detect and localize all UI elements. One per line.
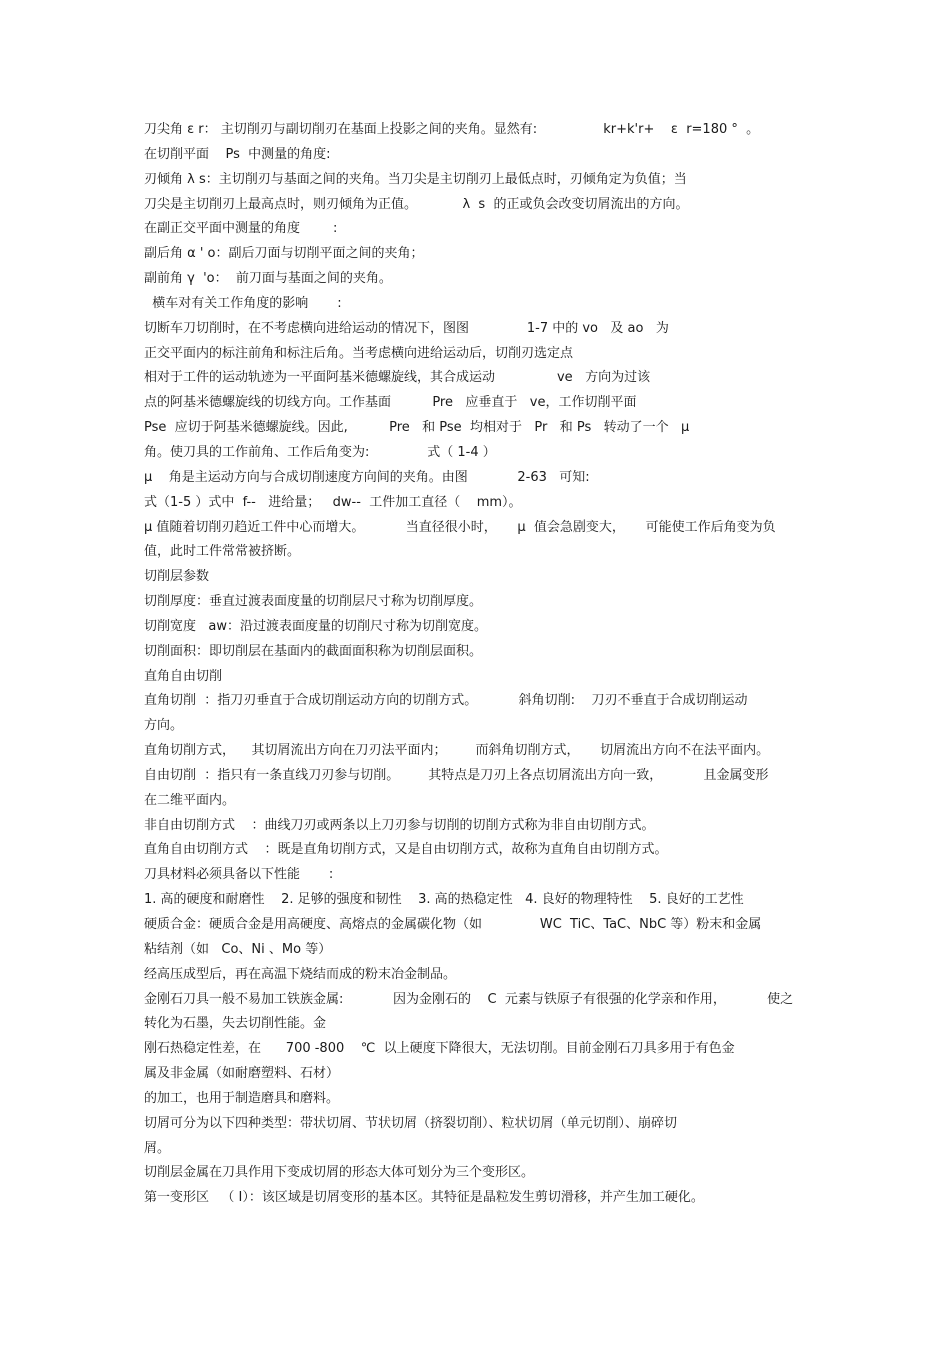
text-line: 在二维平面内。 — [144, 792, 236, 808]
text-line: 金刚石刀具一般不易加工铁族金属: 因为金刚石的 C 元素与铁原子有很强的化学亲和作用， 使之 — [144, 991, 794, 1007]
text-line: 切削面积：即切削层在基面内的截面面积称为切削层面积。 — [144, 643, 483, 659]
text-line: 副前角 γ 'o： 前刀面与基面之间的夹角。 — [144, 271, 392, 287]
text-line: 横车对有关工作角度的影响 : — [144, 295, 342, 311]
text-line: 切削层金属在刀具作用下变成切屑的形态大体可划分为三个变形区。 — [144, 1165, 535, 1181]
text-line: 自由切削 ：指只有一条直线刀刃参与切削。 其特点是刀刃上各点切屑流出方向一致， 且金属变形 — [144, 767, 769, 783]
text-line: 刀尖是主切削刃上最高点时，则刃倾角为正值。 λ s 的正或负会改变切屑流出的方向。 — [144, 196, 689, 212]
text-line: 属及非金属（如耐磨塑料、石材） — [144, 1066, 340, 1082]
text-line: 粘结剂（如 Co、Ni 、Mo 等） — [144, 941, 332, 957]
text-line: μ 值随着切削刃趋近工件中心而增大。 当直径很小时， μ 值会急剧变大， 可能使工作后角变为负 — [144, 519, 776, 535]
text-line: 切削层参数 — [144, 569, 210, 585]
text-line: 切削厚度：垂直过渡表面度量的切削层尺寸称为切削厚度。 — [144, 594, 483, 610]
text-line: 刀具材料必须具备以下性能 : — [144, 867, 334, 883]
text-line: 直角自由切削 — [144, 668, 223, 684]
text-line: 正交平面内的标注前角和标注后角。当考虑横向进给运动后，切削刃选定点 — [144, 345, 574, 361]
text-line: 切削宽度 aw：沿过渡表面度量的切削尺寸称为切削宽度。 — [144, 618, 487, 634]
text-line: μ 角是主运动方向与合成切削速度方向间的夹角。由图 2-63 可知: — [144, 469, 590, 485]
text-line: Pse 应切于阿基米德螺旋线。因此, Pre 和 Pse 均相对于 Pr 和 Ps 转动了一个 μ — [144, 420, 690, 436]
text-line: 刚石热稳定性差，在 700 -800 ℃ 以上硬度下降很大，无法切削。目前金刚石刀具多用于有色金 — [144, 1041, 735, 1057]
text-line: 相对于工件的运动轨迹为一平面阿基米德螺旋线，其合成运动 ve 方向为过该 — [144, 370, 651, 386]
text-line: 硬质合金：硬质合金是用高硬度、高熔点的金属碳化物（如 WC TiC、TaC、NbC 等）粉末和金属 — [144, 917, 762, 932]
text-line: 直角自由切削方式 ：既是直角切削方式，又是自由切削方式，故称为直角自由切削方式。 — [144, 842, 668, 858]
text-line: 切断车刀切削时，在不考虑横向进给运动的情况下，图图 1-7 中的 vo 及 ao 为 — [144, 320, 669, 336]
text-line: 直角切削 ：指刀刃垂直于合成切削运动方向的切削方式。 斜角切削: 刀刃不垂直于合成切削运动 — [144, 693, 748, 709]
text-line: 切屑可分为以下四种类型：带状切屑、节状切屑（挤裂切削）、粒状切屑（单元切削）、崩碎切 — [144, 1115, 678, 1131]
document-text-body — [144, 118, 824, 1211]
text-line: 在副正交平面中测量的角度 : — [144, 221, 338, 237]
text-line: 非自由切削方式 ：曲线刀刃或两条以上刀刃参与切削的切削方式称为非自由切削方式。 — [144, 817, 655, 833]
text-line: 副后角 α ' o：副后刀面与切削平面之间的夹角； — [144, 246, 424, 262]
text-line: 刀尖角 ε r： 主切削刃与副切削刃在基面上投影之间的夹角。显然有: kr+k'r+ ε r=180 ° 。 — [144, 122, 760, 137]
text-line: 的加工，也用于制造磨具和磨料。 — [144, 1090, 340, 1106]
text-line: 第一变形区 （ Ⅰ）：该区域是切屑变形的基本区。其特征是晶粒发生剪切滑移，并产生加工硬化。 — [144, 1190, 704, 1206]
text-line: 1. 高的硬度和耐磨性 2. 足够的强度和韧性 3. 高的热稳定性 4. 良好的物理特性 5. 良好的工艺性 — [144, 892, 744, 908]
text-line: 屑。 — [144, 1140, 171, 1156]
text-line: 值，此时工件常常被挤断。 — [144, 544, 301, 560]
text-line: 式（1-5 ）式中 f-- 进给量； dw-- 工件加工直径（ mm）。 — [144, 494, 522, 510]
text-line: 直角切削方式， 其切屑流出方向在刀刃法平面内； 而斜角切削方式， 切屑流出方向不在法平面内。 — [144, 743, 770, 759]
text-line: 方向。 — [144, 718, 184, 734]
text-line: 经高压成型后，再在高温下烧结而成的粉末冶金制品。 — [144, 966, 457, 982]
text-line: 点的阿基米德螺旋线的切线方向。工作基面 Pre 应垂直于 ve，工作切削平面 — [144, 395, 637, 411]
text-line: 角。使刀具的工作前角、工作后角变为: 式（ 1-4 ） — [144, 444, 496, 460]
text-line: 转化为石墨，失去切削性能。金 — [144, 1016, 327, 1032]
text-line: 刃倾角 λ s：主切削刃与基面之间的夹角。当刀尖是主切削刃上最低点时，刃倾角定为负值；当 — [144, 171, 687, 187]
text-line: 在切削平面 Ps 中测量的角度: — [144, 146, 331, 162]
